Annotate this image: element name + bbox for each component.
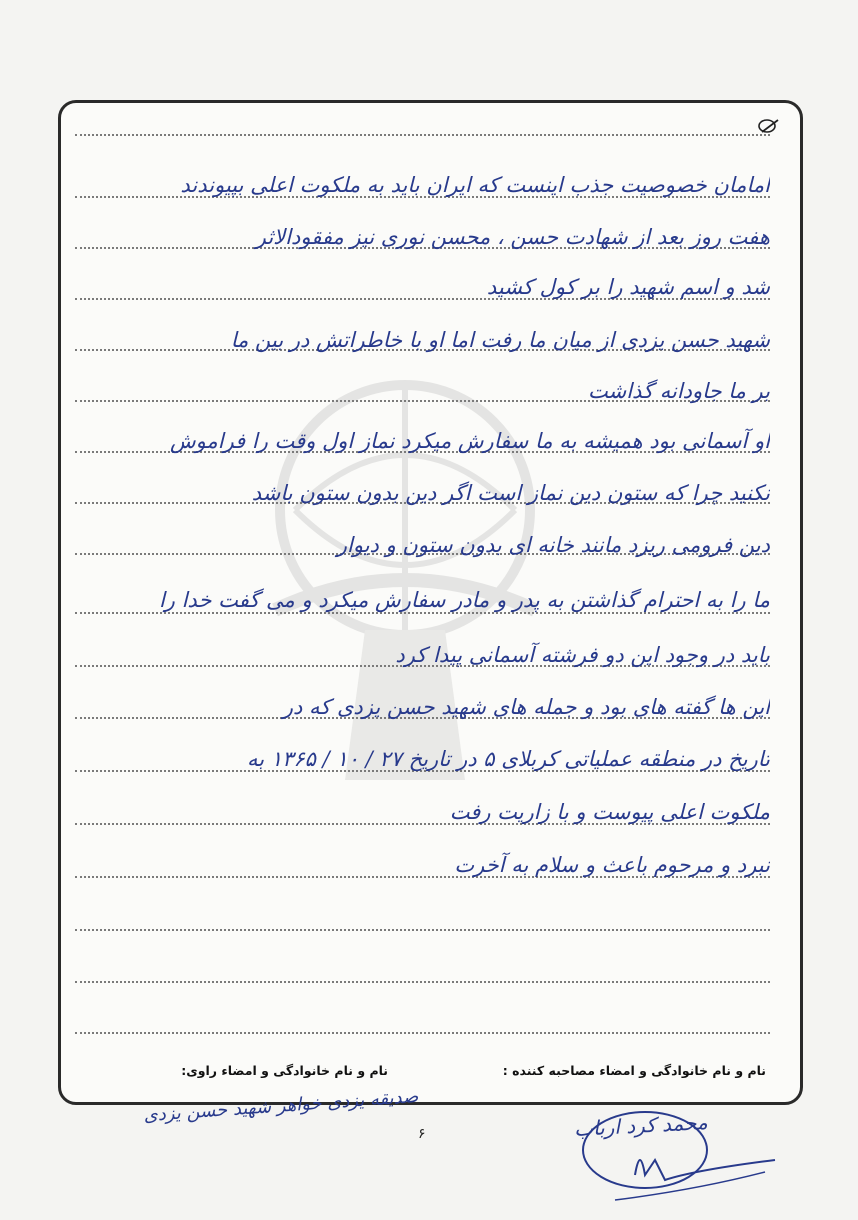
- signature-scribble-icon: [575, 1100, 785, 1210]
- narrator-signature-label: نام و نام خانوادگی و امضاء راوی:: [181, 1063, 388, 1078]
- handwritten-line: باید در وجود این دو فرشته آسمانی پیدا کرد: [395, 643, 770, 667]
- ruled-line: [75, 134, 770, 136]
- interviewer-signature-label: نام و نام خانوادگی و امضاء مصاحبه کننده :: [502, 1063, 766, 1078]
- handwritten-line: او آسمانی بود همیشه به ما سفارش میکرد نماز اول وقت را فراموش: [170, 429, 770, 453]
- narrator-signature: صدیقه یزدی خواهر شهید حسن یزدی: [142, 1086, 419, 1127]
- page-number: ۶: [418, 1126, 426, 1142]
- handwritten-line: ما را به احترام گذاشتن به پدر و مادر سفارش میکرد و می گفت خدا را: [158, 588, 770, 612]
- pen-icon: [758, 118, 780, 134]
- handwritten-line: نبرد و مرحوم باعث و سلام به آخرت: [454, 853, 770, 877]
- handwritten-line: تاریخ در منطقه عملیاتی کربلای ۵ در تاریخ ۲۷ / ۱۰ / ۱۳۶۵ به: [247, 747, 770, 771]
- handwritten-line: این ها گفته های بود و جمله های شهید حسن یزدی که در: [282, 695, 770, 719]
- handwritten-line: نکنید چرا که ستون دین نماز است اگر دین بدون ستون باشد: [251, 481, 770, 505]
- handwritten-line: بر ما جاودانه گذاشت: [588, 379, 770, 403]
- handwritten-line: دین فرومی ریزد مانند خانه ای بدون ستون و دیوار: [336, 533, 770, 557]
- ruled-line: [75, 981, 770, 983]
- handwritten-line: امامان خصوصیت جذب اینست که ایران باید به ملکوت اعلی بپیوندند: [180, 173, 770, 197]
- handwritten-line: هفت روز بعد از شهادت حسن ، محسن نوری نیز مفقودالاثر: [255, 225, 770, 249]
- handwritten-line: شد و اسم شهید را بر کول کشید: [486, 275, 770, 299]
- interviewer-signature: محمد کرد ارباب: [573, 1110, 709, 1141]
- handwritten-line: شهید حسن یزدی از میان ما رفت اما او با خاطراتش در بین ما: [230, 328, 770, 352]
- ruled-line: [75, 1032, 770, 1034]
- ruled-line: [75, 929, 770, 931]
- handwritten-line: ملکوت اعلی پیوست و با زاریت رفت: [449, 800, 770, 824]
